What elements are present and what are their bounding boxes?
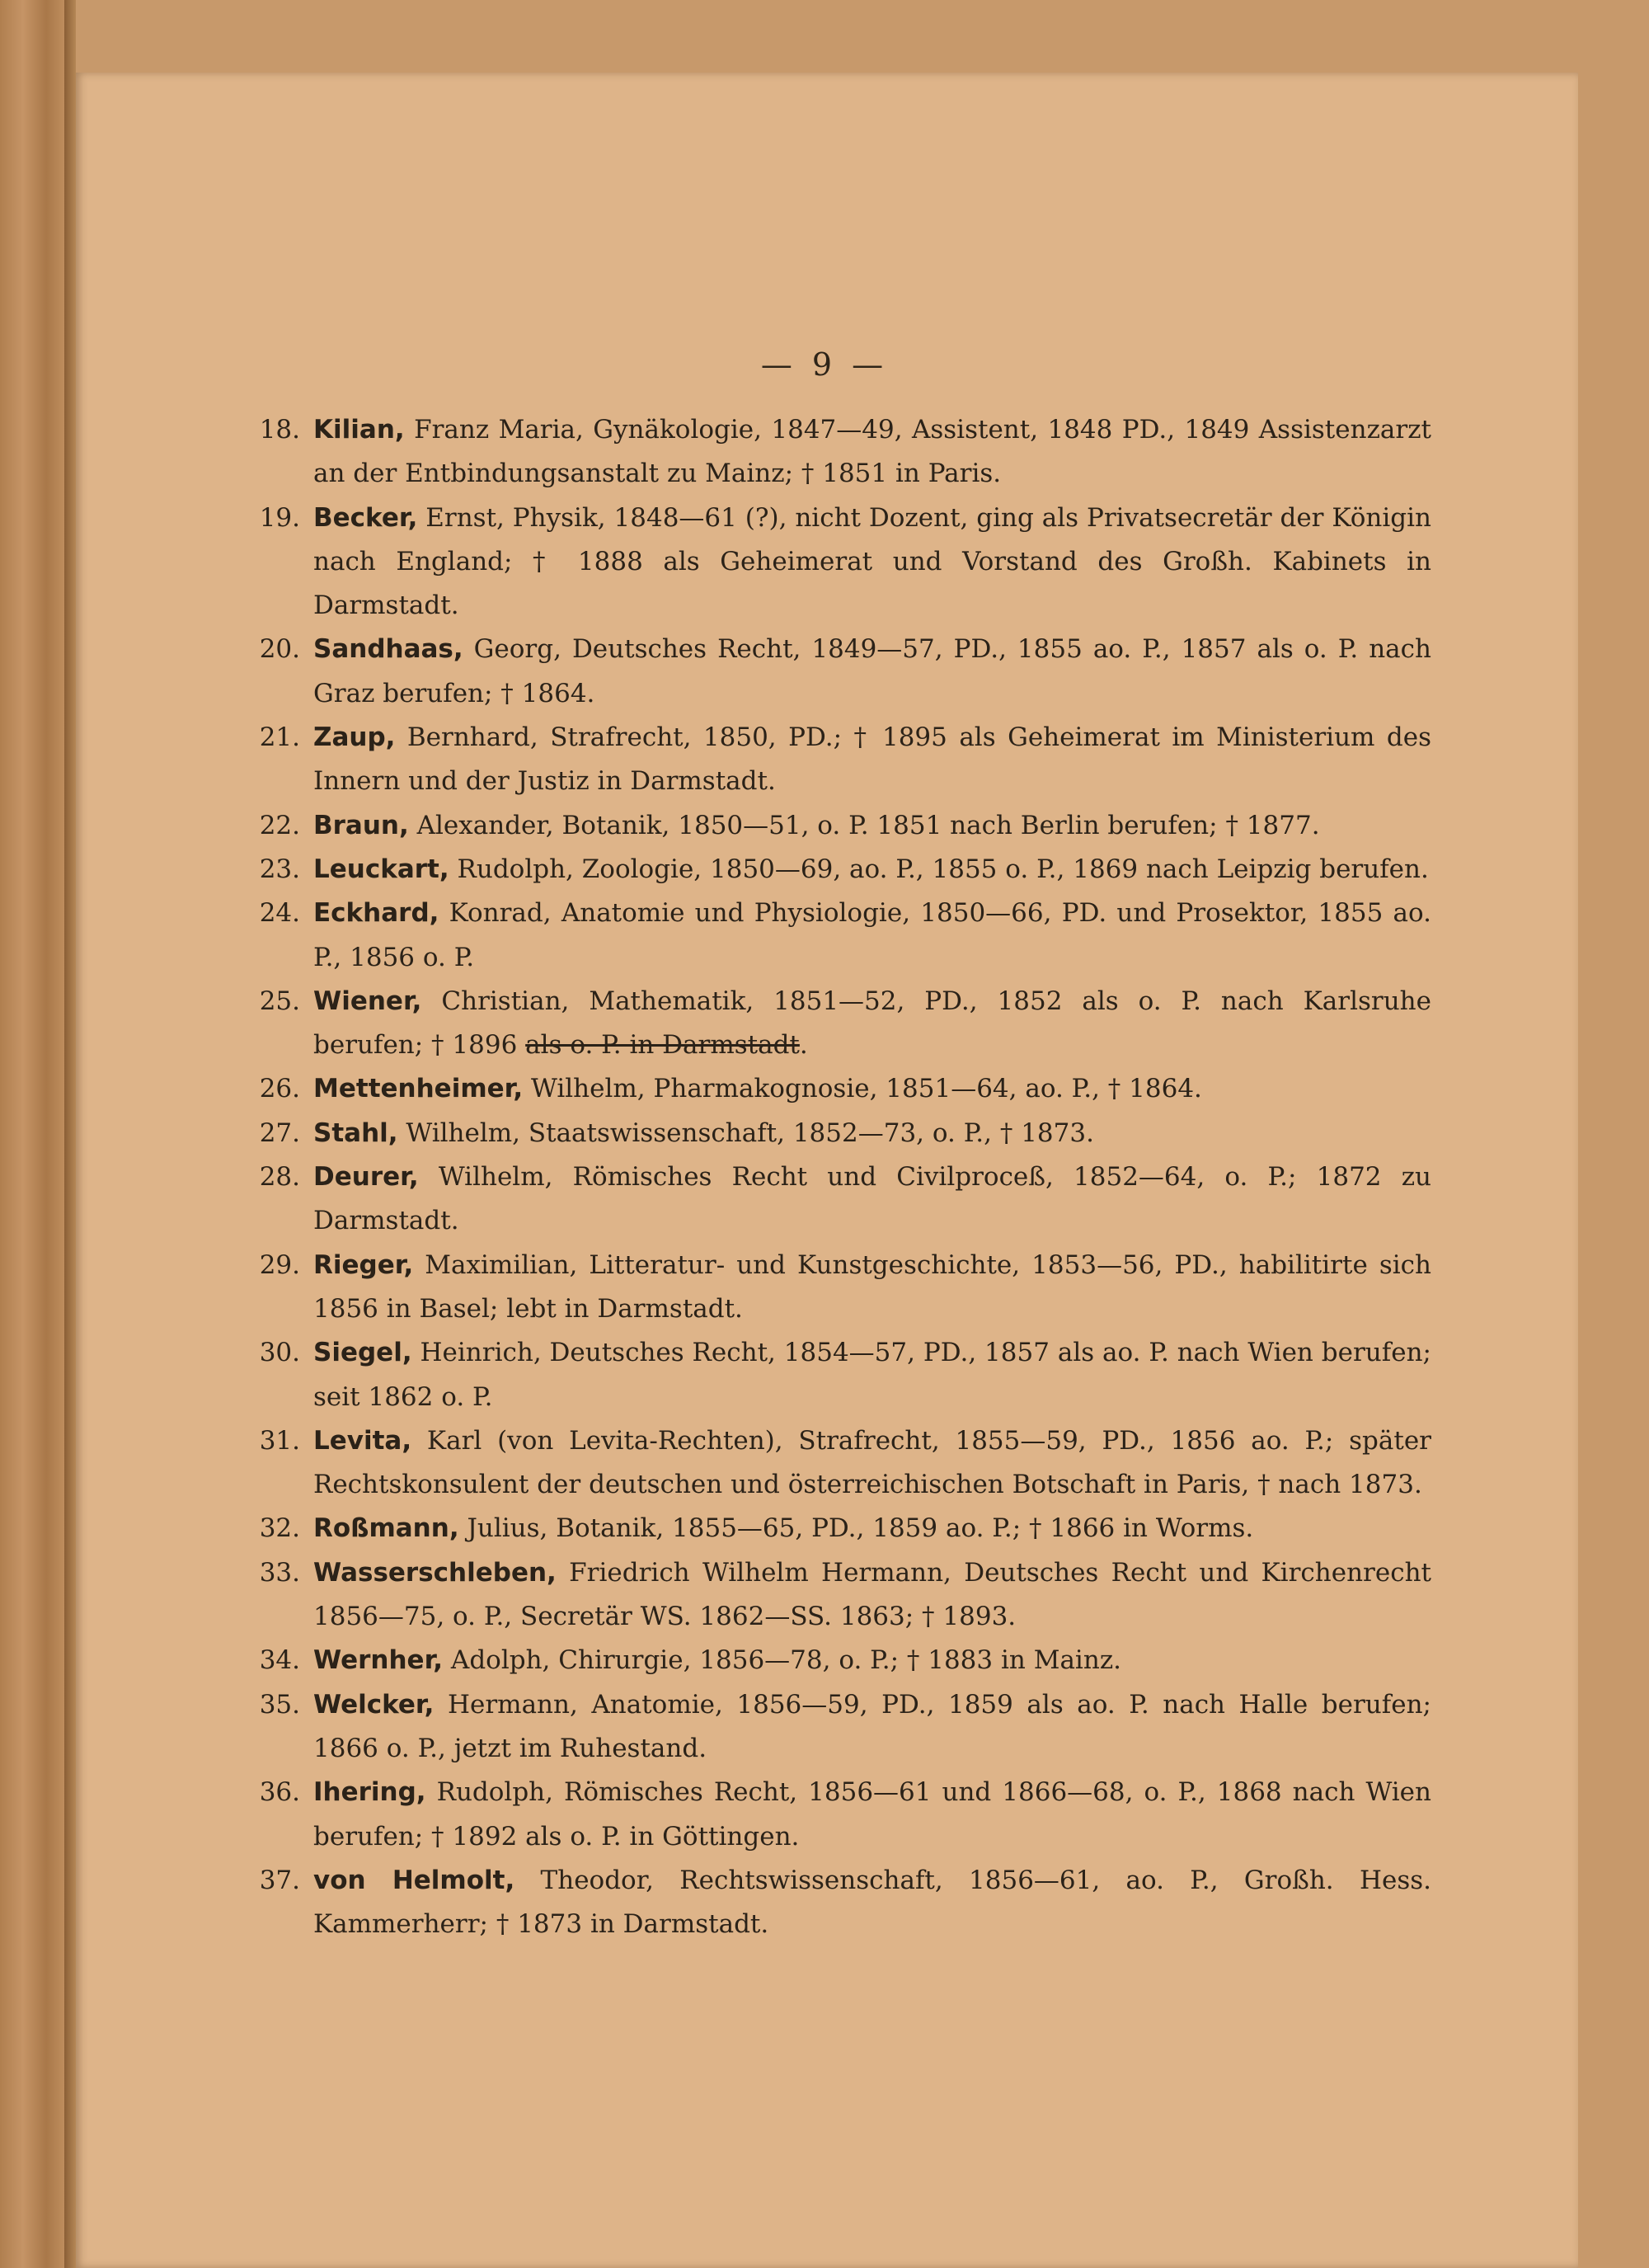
page-gutter bbox=[64, 0, 76, 2268]
entry-name: Wernher, bbox=[313, 1645, 444, 1676]
entry-name: Wasserschleben, bbox=[313, 1557, 557, 1588]
entry-name: Braun, bbox=[313, 810, 409, 840]
entry-name: Eckhard, bbox=[313, 898, 439, 929]
entry-text: Ernst, Physik, 1848—61 (?), nicht Dozent, ging als Privatsecretär der Königin nach England; † 1888 als Geheimerat und Vorstand des Großh. Kabinets in Darmstadt. bbox=[313, 502, 1431, 621]
entry-name: Ihering, bbox=[313, 1777, 426, 1808]
entry-name: Helmolt, bbox=[392, 1865, 515, 1895]
entry-name: Wiener, bbox=[313, 986, 422, 1016]
list-item bbox=[259, 408, 1431, 496]
list-item bbox=[259, 980, 1431, 1068]
entry-number: 25. bbox=[259, 986, 300, 1016]
list-item bbox=[259, 1683, 1431, 1772]
entry-text: Friedrich Wilhelm Hermann, Deutsches Recht und Kirchenrecht 1856—75, o. P., Secretär WS. 1862—SS. 1863; † 1893. bbox=[313, 1557, 1431, 1632]
entry-text: Franz Maria, Gynäkologie, 1847—49, Assistent, 1848 PD., 1849 Assistenzarzt an der Entbindungsanstalt zu Mainz; † 1851 in Paris. bbox=[313, 415, 1431, 489]
entry-name: Welcker, bbox=[313, 1689, 435, 1720]
entry-number: 20. bbox=[259, 634, 300, 665]
entry-number: 37. bbox=[259, 1865, 300, 1895]
list-item bbox=[259, 1639, 1431, 1682]
list-item bbox=[259, 1155, 1431, 1244]
entry-text: Konrad, Anatomie und Physiologie, 1850—66, PD. und Prosektor, 1855 ao. P., 1856 o. P. bbox=[313, 898, 1431, 972]
entry-name: Roßmann, bbox=[313, 1513, 459, 1544]
list-item bbox=[259, 804, 1431, 848]
list-item bbox=[259, 892, 1431, 980]
entry-number: 26. bbox=[259, 1074, 300, 1104]
entry-number: 33. bbox=[259, 1557, 300, 1588]
list-item bbox=[259, 1419, 1431, 1508]
entry-number: 19. bbox=[259, 502, 300, 533]
entry-name: Levita, bbox=[313, 1425, 412, 1456]
entry-name: Deurer, bbox=[313, 1162, 419, 1193]
list-item bbox=[259, 1771, 1431, 1859]
list-item bbox=[259, 848, 1431, 892]
entry-number: 22. bbox=[259, 810, 300, 840]
entry-text: Wilhelm, Pharmakognosie, 1851—64, ao. P., † 1864. bbox=[523, 1074, 1202, 1104]
entry-number: 32. bbox=[259, 1513, 300, 1544]
entry-text: Hermann, Anatomie, 1856—59, PD., 1859 als ao. P. nach Halle berufen; 1866 o. P., jetzt im Ruhestand. bbox=[313, 1689, 1431, 1763]
entry-number: 31. bbox=[259, 1425, 300, 1456]
entry-text: Theodor, Rechtswissenschaft, 1856—61, ao. P., Großh. Hess. Kammerherr; † 1873 in Darmstadt. bbox=[313, 1865, 1432, 1940]
page-number: — 9 — bbox=[760, 346, 889, 383]
entry-name: Rieger, bbox=[313, 1249, 414, 1280]
list-item bbox=[259, 1331, 1431, 1419]
entry-text: Wilhelm, Römisches Recht und Civilproceß, 1852—64, o. P.; 1872 zu Darmstadt. bbox=[313, 1162, 1431, 1236]
list-item bbox=[259, 716, 1431, 804]
entry-text: Maximilian, Litteratur- und Kunstgeschichte, 1853—56, PD., habilitirte sich 1856 in Basel; lebt in Darmstadt. bbox=[313, 1249, 1431, 1324]
entry-text: Adolph, Chirurgie, 1856—78, o. P.; † 1883 in Mainz. bbox=[443, 1645, 1122, 1676]
list-item bbox=[259, 1859, 1432, 1947]
entry-number: 30. bbox=[259, 1338, 300, 1368]
entry-name: Mettenheimer, bbox=[313, 1074, 524, 1104]
entry-number: 23. bbox=[259, 854, 300, 884]
entry-number: 28. bbox=[259, 1162, 300, 1193]
entry-text: Julius, Botanik, 1855—65, PD., 1859 ao. P.; † 1866 in Worms. bbox=[458, 1513, 1254, 1544]
entry-list bbox=[259, 408, 1432, 1946]
entry-text: Georg, Deutsches Recht, 1849—57, PD., 1855 ao. P., 1857 als o. P. nach Graz berufen; † 1864. bbox=[313, 634, 1431, 708]
entry-name: Stahl, bbox=[313, 1118, 398, 1148]
list-item bbox=[259, 1067, 1431, 1111]
entry-number: 29. bbox=[259, 1249, 300, 1280]
entry-number: 21. bbox=[259, 722, 300, 753]
entry-number: 27. bbox=[259, 1118, 300, 1148]
entry-name: Kilian, bbox=[313, 415, 405, 445]
entry-name-prefix: von bbox=[313, 1865, 392, 1895]
entry-text: Rudolph, Zoologie, 1850—69, ao. P., 1855 o. P., 1869 nach Leipzig berufen. bbox=[449, 854, 1429, 884]
entry-number: 18. bbox=[259, 415, 300, 445]
entry-text: Heinrich, Deutsches Recht, 1854—57, PD., 1857 als ao. P. nach Wien berufen; seit 1862 o. P. bbox=[313, 1338, 1431, 1412]
entry-name: Siegel, bbox=[313, 1338, 412, 1368]
entry-text: Alexander, Botanik, 1850—51, o. P. 1851 nach Berlin berufen; † 1877. bbox=[408, 810, 1320, 840]
struck-text: als o. P. in Darmstadt bbox=[525, 1030, 800, 1061]
entry-name: Sandhaas, bbox=[313, 634, 463, 665]
entry-text: Karl (von Levita-Rechten), Strafrecht, 1855—59, PD., 1856 ao. P.; später Rechtskonsulent der deutschen und österreichischen Botschaft in Paris, † nach 1873. bbox=[313, 1425, 1431, 1500]
list-item bbox=[259, 1244, 1431, 1332]
book-binding bbox=[0, 0, 66, 2268]
entry-text: Rudolph, Römisches Recht, 1856—61 und 1866—68, o. P., 1868 nach Wien berufen; † 1892 als o. P. in Göttingen. bbox=[313, 1777, 1431, 1852]
list-item bbox=[259, 1551, 1431, 1640]
entry-text: Christian, Mathematik, 1851—52, PD., 1852 als o. P. nach Karlsruhe berufen; † 1896 bbox=[313, 986, 1431, 1061]
list-item bbox=[259, 496, 1431, 628]
entry-number: 24. bbox=[259, 898, 300, 929]
entry-number: 34. bbox=[259, 1645, 300, 1676]
list-item bbox=[259, 1507, 1431, 1550]
list-item bbox=[259, 1112, 1431, 1155]
entry-name: Zaup, bbox=[313, 722, 396, 753]
entry-name: Becker, bbox=[313, 502, 418, 533]
entry-text-end: . bbox=[799, 1030, 808, 1061]
entry-number: 36. bbox=[259, 1777, 300, 1808]
list-item bbox=[259, 628, 1431, 716]
entry-number: 35. bbox=[259, 1689, 300, 1720]
entry-name: Leuckart, bbox=[313, 854, 449, 884]
entry-text: Wilhelm, Staatswissenschaft, 1852—73, o. P., † 1873. bbox=[397, 1118, 1094, 1148]
entry-text: Bernhard, Strafrecht, 1850, PD.; † 1895 als Geheimerat im Ministerium des Innern und der Justiz in Darmstadt. bbox=[313, 722, 1431, 797]
